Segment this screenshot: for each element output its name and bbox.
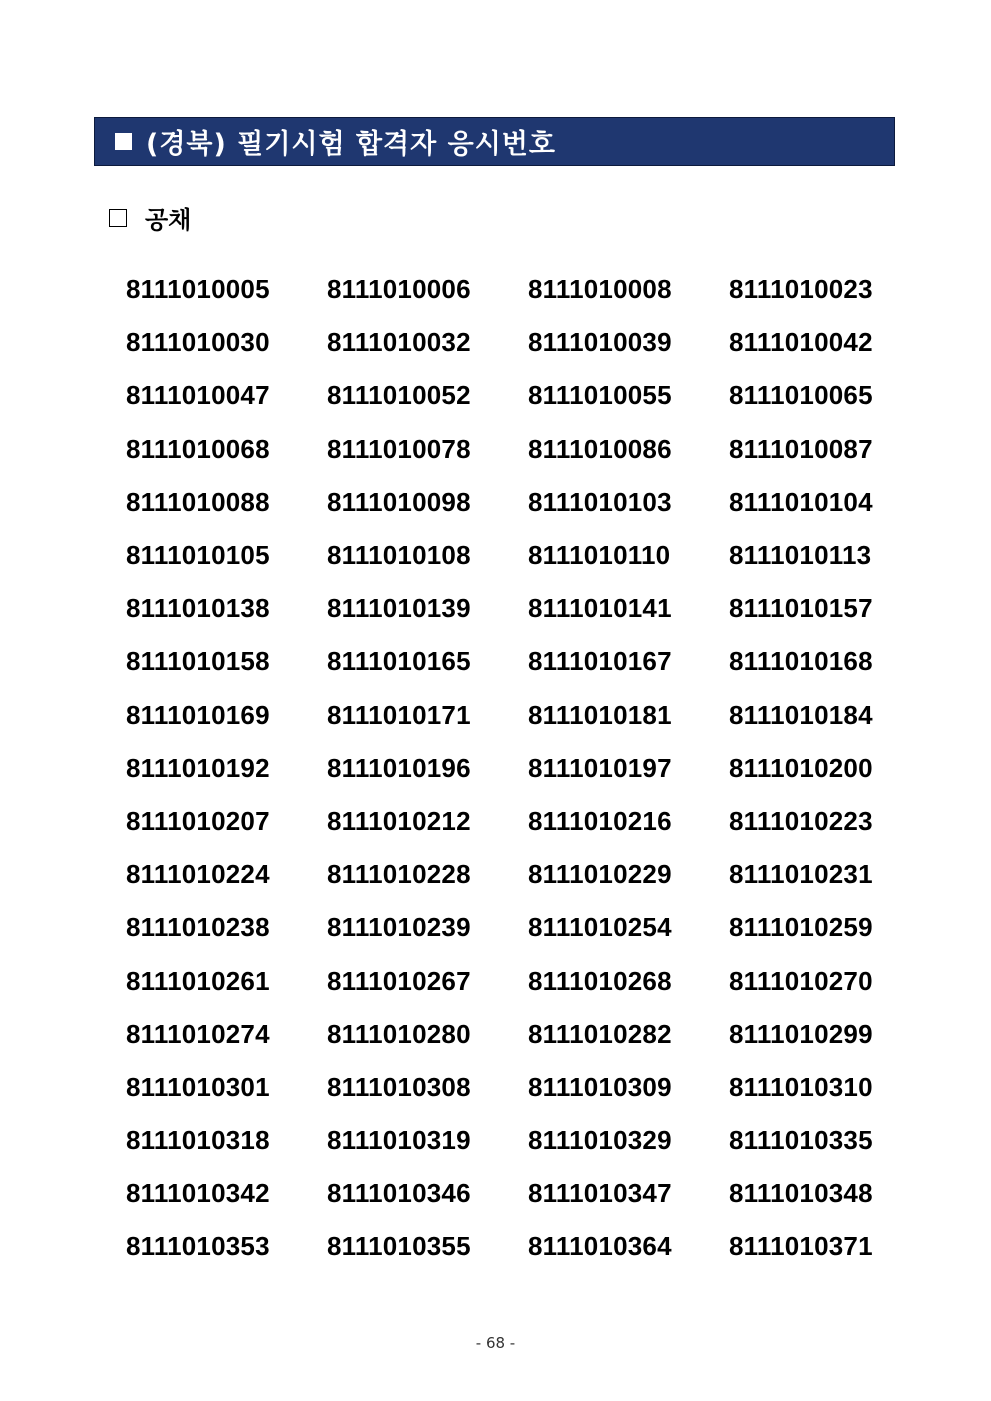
applicant-number: 8111010318: [126, 1125, 270, 1156]
applicant-number: 8111010329: [528, 1125, 672, 1156]
applicant-number: 8111010223: [729, 805, 873, 836]
applicant-number: 8111010254: [528, 912, 672, 943]
applicant-number: 8111010216: [528, 805, 672, 836]
applicant-number: 8111010197: [528, 752, 672, 783]
applicant-number: 8111010196: [327, 752, 471, 783]
applicant-number: 8111010224: [126, 859, 270, 890]
page-number: - 68 -: [475, 1334, 516, 1352]
applicant-number: 8111010139: [327, 593, 471, 624]
applicant-number: 8111010005: [126, 274, 270, 305]
square-bullet-icon: [115, 133, 132, 150]
applicant-number: 8111010348: [729, 1178, 873, 1209]
section-label: 공채: [145, 206, 192, 234]
applicant-number: 8111010032: [327, 327, 471, 358]
applicant-number: 8111010104: [729, 486, 873, 517]
applicant-number: 8111010200: [729, 752, 873, 783]
applicant-number: 8111010259: [729, 912, 873, 943]
applicant-number: 8111010231: [729, 859, 873, 890]
applicant-number: 8111010274: [126, 1018, 270, 1049]
section-heading: [109, 200, 191, 235]
applicant-number: 8111010192: [126, 752, 270, 783]
applicant-number: 8111010042: [729, 327, 873, 358]
applicant-number: 8111010355: [327, 1231, 471, 1262]
applicant-number: 8111010008: [528, 274, 672, 305]
applicant-number: 8111010319: [327, 1125, 471, 1156]
applicant-number: 8111010141: [528, 593, 672, 624]
applicant-number: 8111010157: [729, 593, 873, 624]
applicant-number: 8111010280: [327, 1018, 471, 1049]
applicant-number: 8111010105: [126, 540, 270, 571]
applicant-number: 8111010052: [327, 380, 471, 411]
applicant-number: 8111010184: [729, 699, 873, 730]
applicant-number: 8111010138: [126, 593, 270, 624]
applicant-number: 8111010165: [327, 646, 471, 677]
applicant-number: 8111010346: [327, 1178, 471, 1209]
applicant-number: 8111010268: [528, 965, 672, 996]
applicant-number-grid: [126, 263, 930, 1274]
applicant-number: 8111010088: [126, 486, 270, 517]
applicant-number: 8111010086: [528, 433, 672, 464]
applicant-number: 8111010167: [528, 646, 672, 677]
applicant-number: 8111010181: [528, 699, 672, 730]
applicant-number: 8111010238: [126, 912, 270, 943]
applicant-number: 8111010169: [126, 699, 270, 730]
applicant-number: 8111010087: [729, 433, 873, 464]
applicant-number: 8111010308: [327, 1071, 471, 1102]
applicant-number: 8111010229: [528, 859, 672, 890]
applicant-number: 8111010006: [327, 274, 471, 305]
applicant-number: 8111010282: [528, 1018, 672, 1049]
applicant-number: 8111010228: [327, 859, 471, 890]
applicant-number: 8111010065: [729, 380, 873, 411]
applicant-number: 8111010309: [528, 1071, 672, 1102]
applicant-number: 8111010299: [729, 1018, 873, 1049]
applicant-number: 8111010270: [729, 965, 873, 996]
applicant-number: 8111010110: [528, 540, 671, 571]
applicant-number: 8111010055: [528, 380, 672, 411]
applicant-number: 8111010078: [327, 433, 471, 464]
applicant-number: 8111010068: [126, 433, 270, 464]
applicant-number: 8111010353: [126, 1231, 270, 1262]
applicant-number: 8111010267: [327, 965, 471, 996]
title-bar: [94, 117, 895, 166]
applicant-number: 8111010261: [126, 965, 270, 996]
applicant-number: 8111010342: [126, 1178, 270, 1209]
applicant-number: 8111010371: [729, 1231, 873, 1262]
applicant-number: 8111010108: [327, 540, 471, 571]
applicant-number: 8111010171: [327, 699, 471, 730]
applicant-number: 8111010335: [729, 1125, 873, 1156]
applicant-number: 8111010030: [126, 327, 270, 358]
applicant-number: 8111010347: [528, 1178, 672, 1209]
applicant-number: 8111010047: [126, 380, 270, 411]
applicant-number: 8111010301: [126, 1071, 270, 1102]
applicant-number: 8111010158: [126, 646, 270, 677]
applicant-number: 8111010207: [126, 805, 270, 836]
applicant-number: 8111010039: [528, 327, 672, 358]
applicant-number: 8111010310: [729, 1071, 873, 1102]
applicant-number: 8111010103: [528, 486, 672, 517]
applicant-number: 8111010168: [729, 646, 873, 677]
empty-square-bullet-icon: [109, 209, 127, 227]
applicant-number: 8111010212: [327, 805, 471, 836]
applicant-number: 8111010239: [327, 912, 471, 943]
applicant-number: 8111010113: [729, 540, 872, 571]
applicant-number: 8111010023: [729, 274, 873, 305]
page-title: (경북) 필기시험 합격자 응시번호: [146, 129, 556, 160]
applicant-number: 8111010098: [327, 486, 471, 517]
applicant-number: 8111010364: [528, 1231, 672, 1262]
